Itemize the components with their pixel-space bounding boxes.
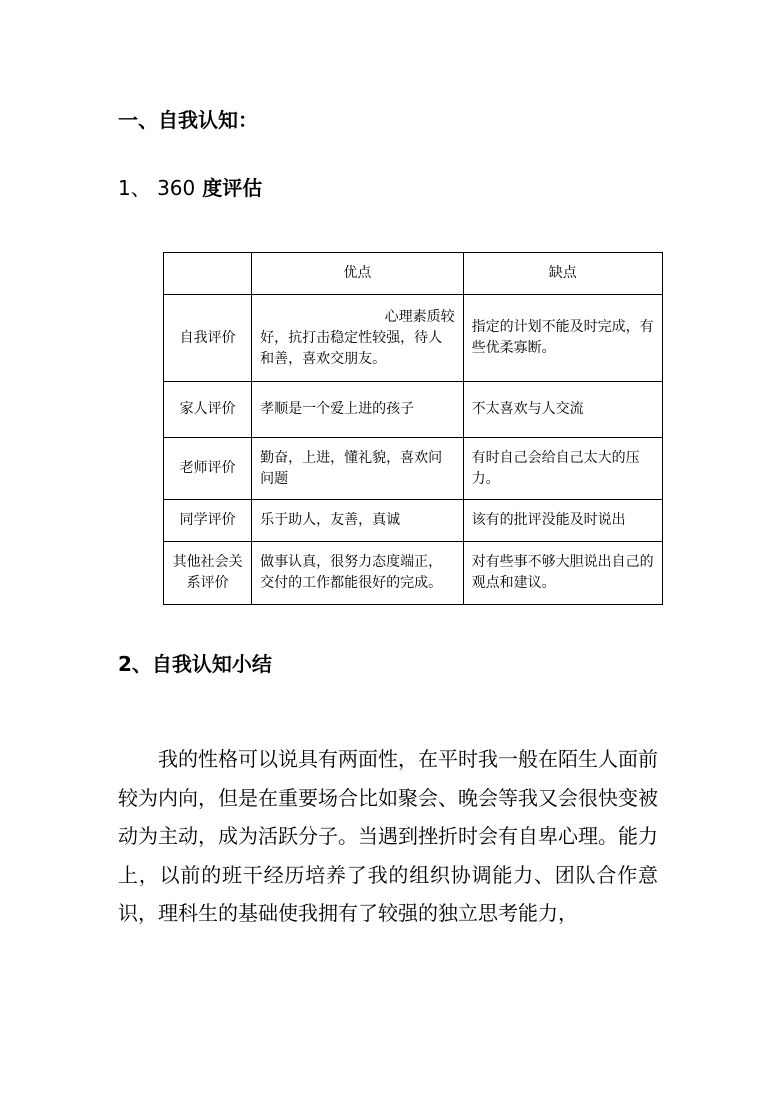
row-label: 家人评价 bbox=[164, 382, 252, 438]
evaluation-table bbox=[163, 252, 663, 605]
table-row bbox=[164, 438, 663, 500]
cons-cell: 不太喜欢与人交流 bbox=[463, 382, 662, 438]
table-row bbox=[164, 542, 663, 605]
pros-first-line: 心理素质较 bbox=[384, 308, 455, 325]
table-row bbox=[164, 295, 663, 382]
table-header-row bbox=[164, 253, 663, 295]
row-label: 自我评价 bbox=[164, 295, 252, 382]
section-heading-self-awareness: 一、自我认知： bbox=[118, 108, 258, 132]
cons-cell: 对有些事不够大胆说出自己的观点和建议。 bbox=[463, 542, 662, 605]
cons-cell: 有时自己会给自己太大的压力。 bbox=[463, 438, 662, 500]
table-header-cons: 缺点 bbox=[463, 253, 662, 295]
pros-cell: 乐于助人，友善，真诚 bbox=[252, 500, 463, 542]
subsection-heading-summary: 2、自我认知小结 bbox=[118, 652, 272, 676]
heading-suffix: 度评估 bbox=[195, 176, 263, 200]
cons-cell: 该有的批评没能及时说出 bbox=[463, 500, 662, 542]
heading-prefix: 1、 360 bbox=[118, 176, 196, 200]
pros-cell: 做事认真，很努力态度端正，交付的工作都能很好的完成。 bbox=[252, 542, 463, 605]
table-header-pros: 优点 bbox=[252, 253, 463, 295]
pros-cell: 勤奋，上进，懂礼貌，喜欢问问题 bbox=[252, 438, 463, 500]
table-row bbox=[164, 500, 663, 542]
pros-rest: 好，抗打击稳定性较强，待人和善，喜欢交朋友。 bbox=[260, 329, 443, 367]
pros-cell: 孝顺是一个爱上进的孩子 bbox=[252, 382, 463, 438]
cons-cell: 指定的计划不能及时完成，有些优柔寡断。 bbox=[463, 295, 662, 382]
pros-cell bbox=[252, 295, 463, 382]
row-label: 其他社会关系评价 bbox=[164, 542, 252, 605]
row-label: 老师评价 bbox=[164, 438, 252, 500]
table-row bbox=[164, 382, 663, 438]
subsection-heading-360-evaluation bbox=[118, 176, 262, 200]
table-header-blank bbox=[164, 253, 252, 295]
row-label: 同学评价 bbox=[164, 500, 252, 542]
summary-text: 我的性格可以说具有两面性，在平时我一般在陌生人面前较为内向，但是在重要场合比如聚会、晚会等我又会很快变被动为主动，成为活跃分子。当遇到挫折时会有自卑心理。能力上，以前的班干经历培养了我的组织协调能力、团队合作意识，理科生的基础使我拥有了较强的独立思考能力， bbox=[118, 747, 658, 925]
summary-paragraph bbox=[118, 740, 658, 933]
